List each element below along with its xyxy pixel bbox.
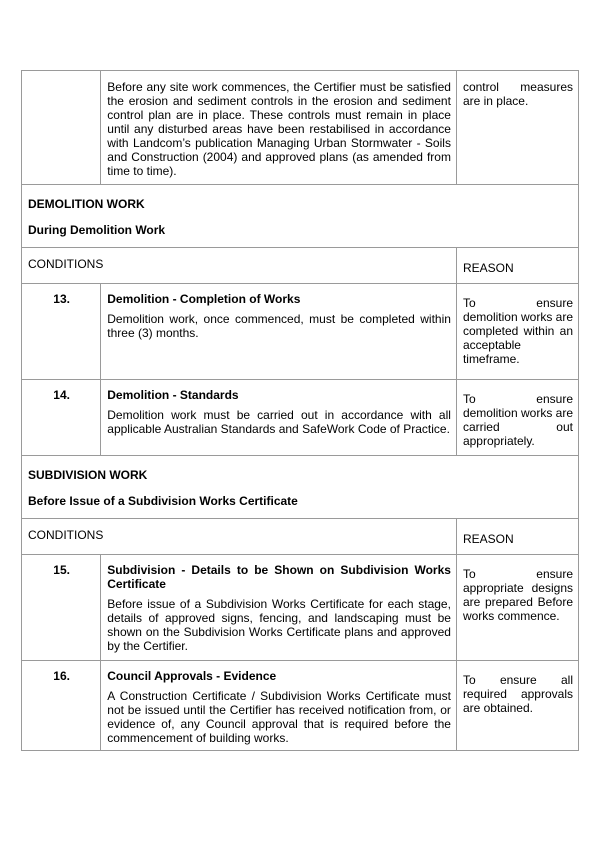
section-subtitle: Before Issue of a Subdivision Works Certificate: [28, 494, 298, 508]
reason-cell: [456, 555, 578, 661]
section-header-row: [22, 456, 579, 519]
table-row: [22, 284, 579, 380]
condition-cell: [101, 71, 457, 185]
conditions-label-cell: [22, 519, 457, 555]
conditions-label: CONDITIONS: [28, 257, 104, 271]
table-row: [22, 555, 579, 661]
conditions-label: CONDITIONS: [28, 528, 104, 542]
reason-text: To ensure demolition works are carried out appropriately.: [462, 392, 573, 448]
section-title: DEMOLITION WORK: [28, 197, 145, 211]
condition-body: Before issue of a Subdivision Works Certificate for each stage, details of approved signs, fencing, and landscaping must be shown on the Subdivision Works Certificate plans and approved by the Certifier.: [107, 597, 451, 653]
reason-label: REASON: [462, 261, 514, 275]
condition-cell: [101, 284, 457, 380]
section-header-row: [22, 185, 579, 248]
reason-cell: [456, 380, 578, 456]
condition-number: 16.: [22, 661, 101, 751]
condition-body: A Construction Certificate / Subdivision Works Certificate must not be issued until the Certifier has received notification from, or evidence of, any Council approval that is required before the commencement of building works.: [107, 689, 451, 745]
reason-text: control measures are in place.: [462, 80, 573, 108]
table-row: [22, 661, 579, 751]
condition-title: Subdivision - Details to be Shown on Subdivision Works Certificate: [107, 563, 451, 591]
condition-body: Demolition work must be carried out in accordance with all applicable Australian Standards and SafeWork Code of Practice.: [107, 408, 451, 436]
conditions-header-row: [22, 248, 579, 284]
reason-label-cell: [456, 248, 578, 284]
reason-cell: [456, 284, 578, 380]
table-row: [22, 71, 579, 185]
condition-title: Council Approvals - Evidence: [107, 669, 277, 683]
section-title: SUBDIVISION WORK: [28, 468, 148, 482]
reason-text: To ensure demolition works are completed within an acceptable timeframe.: [462, 296, 573, 366]
condition-number: 14.: [22, 380, 101, 456]
section-subtitle: During Demolition Work: [28, 223, 166, 237]
table-row: [22, 380, 579, 456]
conditions-header-row: [22, 519, 579, 555]
reason-cell: [456, 71, 578, 185]
condition-cell: [101, 661, 457, 751]
number-cell: [22, 71, 101, 185]
condition-body: Before any site work commences, the Certifier must be satisfied the erosion and sediment controls in the erosion and sediment control plan are in place. These controls must remain in place until any disturbed areas have been restabilised in accordance with Landcom’s publication Managing Urban Stormwater - Soils and Construction (2004) and approved plans (as amended from time to time).: [107, 80, 451, 178]
condition-title: Demolition - Standards: [107, 388, 239, 402]
condition-body: Demolition work, once commenced, must be completed within three (3) months.: [107, 312, 451, 340]
conditions-table: [21, 70, 579, 751]
section-header-cell: [22, 185, 579, 248]
conditions-label-cell: [22, 248, 457, 284]
section-header-cell: [22, 456, 579, 519]
reason-cell: [456, 661, 578, 751]
reason-label-cell: [456, 519, 578, 555]
condition-number: 15.: [22, 555, 101, 661]
reason-label: REASON: [462, 532, 514, 546]
condition-number: 13.: [22, 284, 101, 380]
condition-cell: [101, 380, 457, 456]
reason-text: To ensure all required approvals are obtained.: [462, 673, 573, 715]
condition-title: Demolition - Completion of Works: [107, 292, 301, 306]
reason-text: To ensure appropriate designs are prepared Before works commence.: [462, 567, 573, 623]
condition-cell: [101, 555, 457, 661]
